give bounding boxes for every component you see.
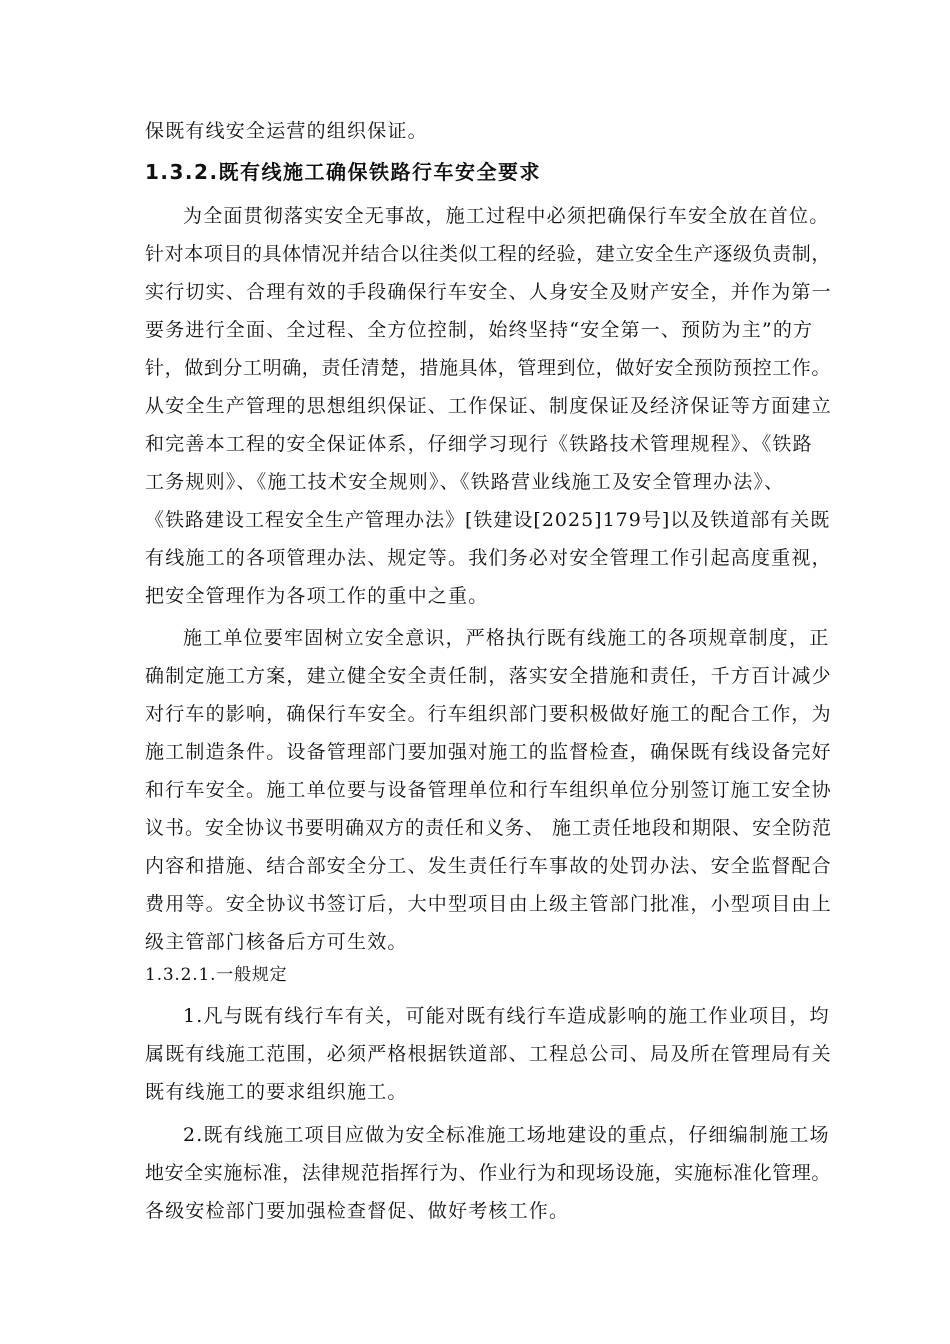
section-heading: 1.3.2.既有线施工确保铁路行车安全要求 [145, 160, 542, 184]
item1-line: 1.凡与既有线行车有关，可能对既有线行车造成影响的施工作业项目，均 [183, 1005, 830, 1027]
para1-line: 工务规则》、《施工技术安全规则》、《铁路营业线施工及安全管理办法》、 [145, 471, 785, 493]
para2-line: 内容和措施、结合部安全分工、发生责任行车事故的处罚办法、安全监督配合 [145, 855, 832, 877]
item2-line: 各级安检部门要加强检查督促、做好考核工作。 [145, 1200, 570, 1222]
para1-line: 把安全管理作为各项工作的重中之重。 [145, 585, 489, 607]
para1-line: 有线施工的各项管理办法、规定等。我们务必对安全管理工作引起高度重视， [145, 547, 832, 569]
item1-line: 属既有线施工范围，必须严格根据铁道部、工程总公司、局及所在管理局有关 [145, 1043, 832, 1065]
para2-line: 议书。安全协议书要明确双方的责任和义务、 施工责任地段和期限、安全防范 [145, 817, 833, 839]
item2-line: 地安全实施标准，法律规范指挥行为、作业行为和现场设施，实施标准化管理。 [145, 1162, 832, 1184]
para2-line: 对行车的影响，确保行车安全。行车组织部门要积极做好施工的配合工作，为 [145, 703, 832, 725]
para2-line: 施工单位要牢固树立安全意识，严格执行既有线施工的各项规章制度，正 [183, 627, 830, 649]
para2-line: 级主管部门核备后方可生效。 [145, 931, 408, 953]
para2-line: 施工制造条件。设备管理部门要加强对施工的监督检查，确保既有线设备完好 [145, 741, 832, 763]
item2-line: 2.既有线施工项目应做为安全标准施工场地建设的重点，仔细编制施工场 [183, 1124, 830, 1146]
para1-line: 要务进行全面、全过程、全方位控制，始终坚持“安全第一、预防为主”的方 [145, 319, 814, 341]
subheading: 1.3.2.1.一般规定 [145, 965, 288, 985]
para1-line: 从安全生产管理的思想组织保证、工作保证、制度保证及经济保证等方面建立 [145, 395, 832, 417]
para1-line: 和完善本工程的安全保证体系，仔细学习现行《铁路技术管理规程》、《铁路 [145, 433, 813, 455]
para1-line: 针对本项目的具体情况并结合以往类似工程的经验，建立安全生产逐级负责制， [145, 243, 832, 265]
para1-line: 为全面贯彻落实安全无事故，施工过程中必须把确保行车安全放在首位。 [183, 205, 830, 227]
para1-line: 实行切实、合理有效的手段确保行车安全、人身安全及财产安全，并作为第一 [145, 281, 832, 303]
para1-line: 《铁路建设工程安全生产管理办法》[铁建设[2025]179号]以及铁道部有关既 [145, 509, 831, 531]
para1-line: 针，做到分工明确，责任清楚，措施具体，管理到位，做好安全预防预控工作。 [145, 357, 832, 379]
intro-tail-line: 保既有线安全运营的组织保证。 [145, 120, 428, 142]
para2-line: 和行车安全。施工单位要与设备管理单位和行车组织单位分别签订施工安全协 [145, 779, 832, 801]
para2-line: 确制定施工方案，建立健全安全责任制，落实安全措施和责任，千方百计减少 [145, 665, 832, 687]
para2-line: 费用等。安全协议书签订后，大中型项目由上级主管部门批准，小型项目由上 [145, 893, 832, 915]
item1-line: 既有线施工的要求组织施工。 [145, 1081, 408, 1103]
